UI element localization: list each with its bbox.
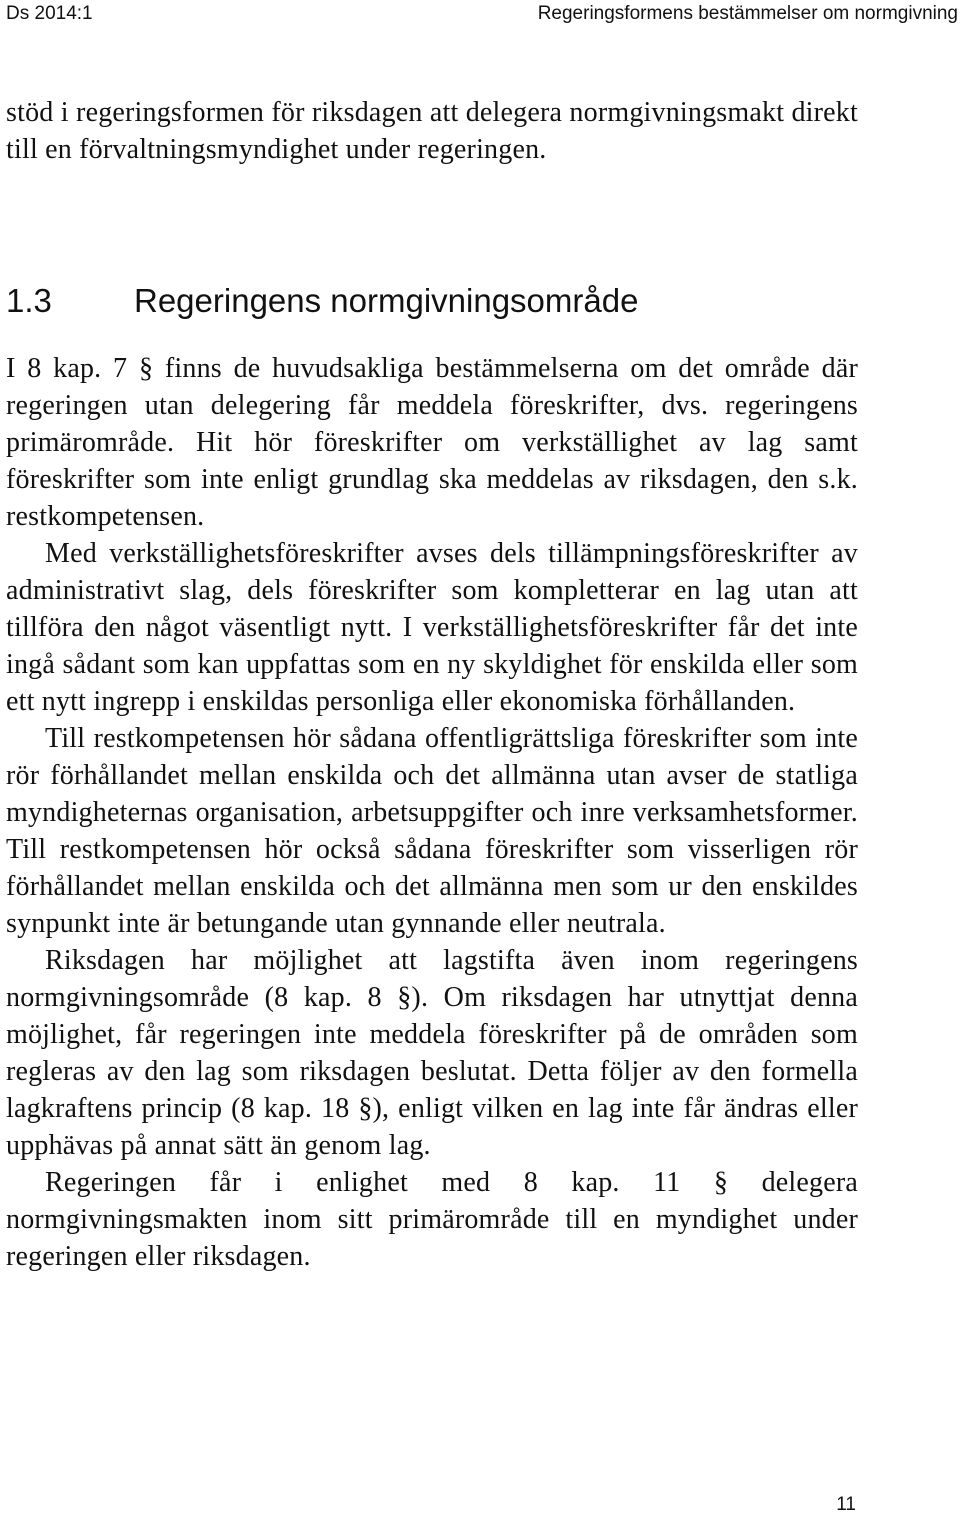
document-id: Ds 2014:1 <box>6 3 93 24</box>
paragraph-parliament-legislation: Riksdagen har möjlighet att lagstifta även inom regeringens normgivningsområde (8 kap. 8 §). Om riksdagen har utnyttjat denna möjlighet, får regeringen inte meddela föreskrifter på de områden som regleras av den lag som riksdagen beslutat. Detta följer av den formella lagkraftens princip (8 kap. 18 §), enligt vilken en lag inte får ändras eller upphävas på annat sätt än genom lag. <box>6 945 858 1161</box>
intro-paragraph: stöd i regeringsformen för riksdagen att delegera normgivningsmakt direkt till en förvaltningsmyndighet under regeringen. <box>6 97 858 165</box>
paragraph-primary-area: I 8 kap. 7 § finns de huvudsakliga bestämmelserna om det område där regeringen utan delegering får meddela föreskrifter, dvs. regeringens primärområde. Hit hör föreskrifter om verkställighet av lag samt föreskrifter som inte enligt grundlag ska meddelas av riksdagen, den s.k. restkompetensen. <box>6 353 858 532</box>
paragraph-delegation: Regeringen får i enlighet med 8 kap. 11 § delegera normgivningsmakten inom sitt primärområde till en myndighet under regeringen eller riksdagen. <box>6 1167 858 1272</box>
section-heading <box>6 280 638 322</box>
section-number: 1.3 <box>6 282 52 319</box>
section-title: Regeringens normgivningsområde <box>134 282 639 319</box>
section-body <box>6 350 858 1275</box>
running-header <box>0 0 960 30</box>
intro-paragraph-container <box>6 94 858 168</box>
chapter-title: Regeringsformens bestämmelser om normgivning <box>537 3 958 24</box>
paragraph-residual-competence: Till restkompetensen hör sådana offentligrättsliga föreskrifter som inte rör förhållandet mellan enskilda och det allmänna utan avser de statliga myndigheternas organisation, arbetsuppgifter och inre verksamhetsformer. Till restkompetensen hör också sådana föreskrifter som visserligen rör förhållandet mellan enskilda och det allmänna men som ur den enskildes synpunkt inte är betungande utan gynnande eller neutrala. <box>6 723 858 939</box>
page-number: 11 <box>836 1494 856 1515</box>
paragraph-enforcement-regulations: Med verkställighetsföreskrifter avses dels tillämpningsföreskrifter av administrativt slag, dels föreskrifter som kompletterar en lag utan att tillföra den något väsentligt nytt. I verkställighetsföreskrifter får det inte ingå sådant som kan uppfattas som en ny skyldighet för enskilda eller som ett nytt ingrepp i enskildas personliga eller ekonomiska förhållanden. <box>6 538 858 717</box>
